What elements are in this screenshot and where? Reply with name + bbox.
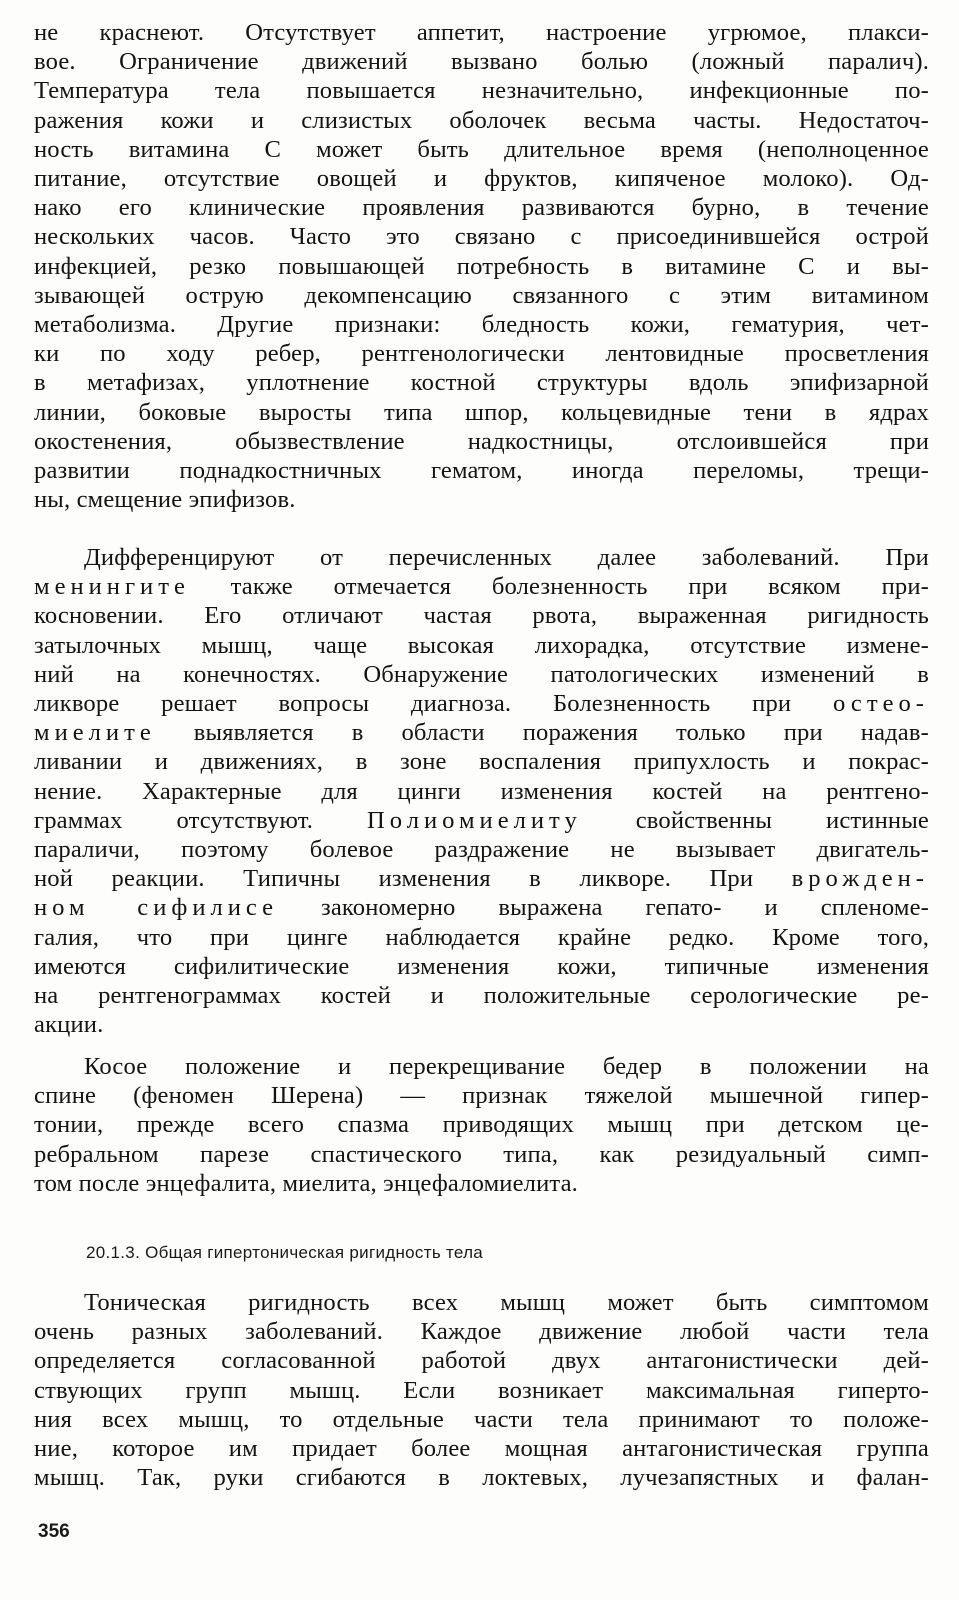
text-fragment: свойственны истинные [635, 806, 929, 834]
text-line: ны, смещение эпифизов. [34, 486, 296, 514]
text-line: инфекцией, резко повышающей потребность в витамине С и вы- [34, 252, 929, 280]
paragraph-scurvy-symptoms [34, 18, 929, 514]
text-line: питание, отсутствие овощей и фруктов, кипяченое молоко). Од- [34, 165, 929, 193]
text-line: Температура тела повышается незначительно, инфекционные по- [34, 77, 929, 105]
text-line: в метафизах, уплотнение костной структуры вдоль эпифизарной [34, 369, 929, 397]
text-line: Тоническая ригидность всех мышц может быть симптомом [84, 1289, 929, 1316]
text-line: Косое положение и перекрещивание бедер в положении на [84, 1053, 929, 1080]
page-number: 356 [38, 1521, 70, 1542]
text-line: ражения кожи и слизистых оболочек весьма часты. Недостаточ- [34, 106, 929, 134]
text-line: нескольких часов. Часто это связано с присоединившейся острой [34, 223, 929, 251]
emphasized-term: миелите [34, 719, 156, 747]
text-line: развитии поднадкостничных гематом, иногда переломы, трещи- [34, 457, 929, 485]
text-fragment: также отмечается болезненность при всяком при- [230, 573, 929, 601]
paragraph-shiren-phenomenon [34, 1052, 929, 1198]
text-line: Дифференцируют от перечисленных далее заболеваний. При [84, 544, 929, 571]
text-line: ки по ходу ребер, рентгенологически лентовидные просветления [34, 340, 929, 368]
emphasized-term: менингите [34, 573, 190, 601]
text-line: на рентгенограммах костей и положительные серологические ре- [34, 982, 929, 1010]
text-line: не краснеют. Отсутствует аппетит, настроение угрюмое, плакси- [34, 19, 929, 46]
emphasized-term: ном сифилисе [34, 894, 279, 922]
text-fragment: граммах отсутствуют. [34, 806, 314, 834]
text-line: метаболизма. Другие признаки: бледность кожи, гематурия, чет- [34, 311, 929, 339]
text-line: линии, боковые выросты типа шпор, кольцевидные тени в ядрах [34, 398, 929, 426]
text-line: затылочных мышц, чаще высокая лихорадка, отсутствие измене- [34, 631, 929, 659]
text-line: имеются сифилитические изменения кожи, типичные изменения [34, 952, 929, 980]
paragraph-differential-diagnosis [34, 543, 929, 1039]
text-fragment: закономерно выражена гепато- и спленоме- [320, 894, 929, 922]
emphasized-term: Полиомиелиту [366, 806, 582, 834]
text-line [34, 572, 929, 601]
text-fragment: выявляется в области поражения только при надав- [193, 719, 929, 747]
text-line: ность витамина С может быть длительное время (неполноценное [34, 135, 929, 163]
text-line: ливании и движениях, в зоне воспаления припухлость и покрас- [34, 748, 929, 776]
text-line: том после энцефалита, миелита, энцефаломиелита. [34, 1169, 578, 1197]
text-line: вое. Ограничение движений вызвано болью (ложный паралич). [34, 48, 929, 76]
emphasized-term: остео- [833, 690, 929, 718]
text-line: галия, что при цинге наблюдается крайне редко. Кроме того, [34, 923, 929, 951]
text-line [34, 806, 929, 835]
text-line [34, 893, 929, 922]
text-line: очень разных заболеваний. Каждое движение любой части тела [34, 1318, 929, 1346]
text-line [34, 718, 929, 747]
text-line: нение. Характерные для цинги изменения костей на рентгено- [34, 777, 929, 805]
text-line: ний на конечностях. Обнаружение патологических изменений в [34, 660, 929, 688]
text-line: акции. [34, 1011, 104, 1039]
text-line: ния всех мышц, то отдельные части тела принимают то положе- [34, 1405, 929, 1433]
text-fragment: ной реакции. Типичны изменения в ликворе. При [34, 865, 754, 893]
emphasized-term: врожден- [791, 865, 929, 893]
text-line: зывающей острую декомпенсацию связанного с этим витамином [34, 281, 929, 309]
paragraph-tonic-rigidity [34, 1288, 929, 1492]
section-heading: 20.1.3. Общая гипертоническая ригидность тела [86, 1243, 484, 1262]
text-line: косновении. Его отличают частая рвота, выраженная ригидность [34, 602, 929, 630]
text-line: определяется согласованной работой двух антагонистически дей- [34, 1347, 929, 1375]
text-line: тонии, прежде всего спазма приводящих мышц при детском це- [34, 1111, 929, 1139]
text-line: ние, которое им придает более мощная антагонистическая группа [34, 1435, 929, 1463]
text-line [34, 689, 929, 718]
text-line: окостенения, обызвествление надкостницы, отслоившейся при [34, 427, 929, 455]
text-line: ствующих групп мышц. Если возникает максимальная гиперто- [34, 1376, 929, 1404]
text-line: ребральном парезе спастического типа, как резидуальный симп- [34, 1140, 929, 1168]
text-fragment: ликворе решает вопросы диагноза. Болезненность при [34, 690, 792, 718]
text-line: спине (феномен Шерена) — признак тяжелой мышечной гипер- [34, 1082, 929, 1110]
text-line: мышц. Так, руки сгибаются в локтевых, лучезапястных и фалан- [34, 1464, 929, 1492]
text-line: нако его клинические проявления развиваются бурно, в течение [34, 194, 929, 222]
text-line: параличи, поэтому болевое раздражение не вызывает двигатель- [34, 836, 929, 864]
text-line [34, 864, 929, 893]
